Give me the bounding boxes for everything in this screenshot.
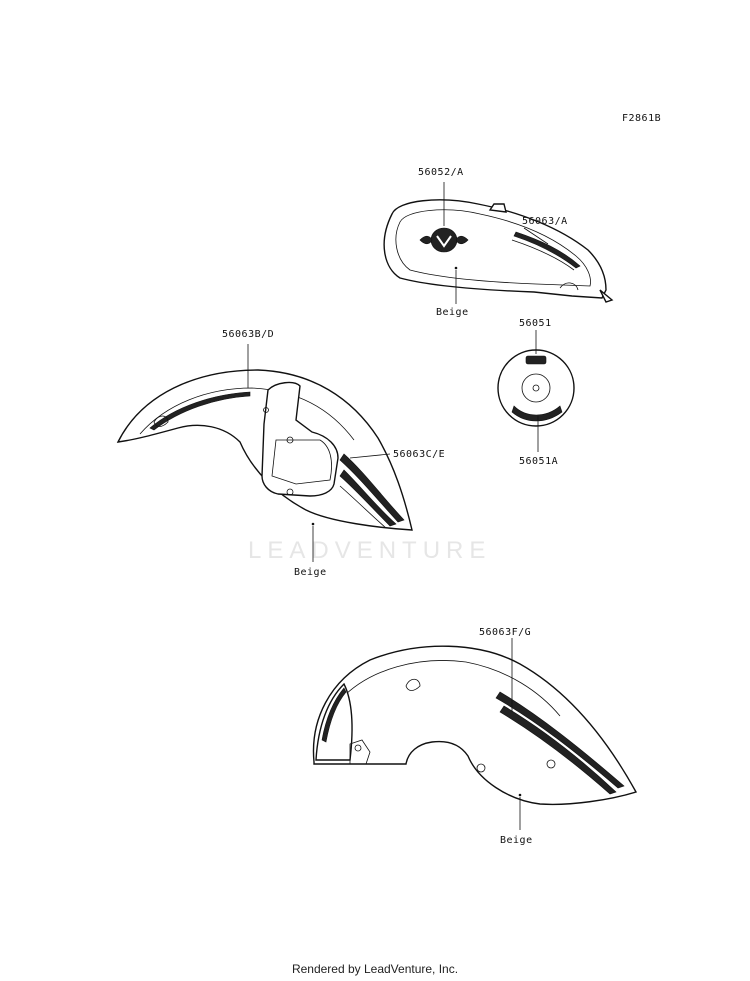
- label-cover-top[interactable]: 56051: [519, 318, 552, 329]
- label-tank-color[interactable]: Beige: [436, 307, 469, 318]
- label-tank-emblem[interactable]: 56052/A: [418, 167, 464, 178]
- label-cover-bottom[interactable]: 56051A: [519, 456, 559, 467]
- cover-logo-top: [526, 356, 546, 364]
- rear-fender[interactable]: [313, 646, 636, 804]
- figure-code: F2861B: [622, 113, 662, 124]
- front-fender-color-point: [312, 523, 315, 526]
- footer-credit: Rendered by LeadVenture, Inc.: [291, 962, 459, 976]
- rear-fender-color-point: [519, 794, 522, 797]
- fuel-tank[interactable]: [384, 200, 612, 302]
- tank-color-point: [455, 267, 458, 270]
- label-front-fender-side[interactable]: 56063C/E: [393, 449, 446, 460]
- label-rear-fender-color[interactable]: Beige: [500, 835, 533, 846]
- label-front-fender-stripe[interactable]: 56063B/D: [222, 329, 275, 340]
- front-fender[interactable]: [118, 370, 412, 530]
- label-tank-stripe[interactable]: 56063/A: [522, 216, 568, 227]
- round-cover[interactable]: [498, 350, 574, 426]
- watermark-text: LEADVENTURE: [248, 537, 492, 564]
- label-rear-fender-stripe[interactable]: 56063F/G: [479, 627, 532, 638]
- label-front-fender-color[interactable]: Beige: [294, 567, 327, 578]
